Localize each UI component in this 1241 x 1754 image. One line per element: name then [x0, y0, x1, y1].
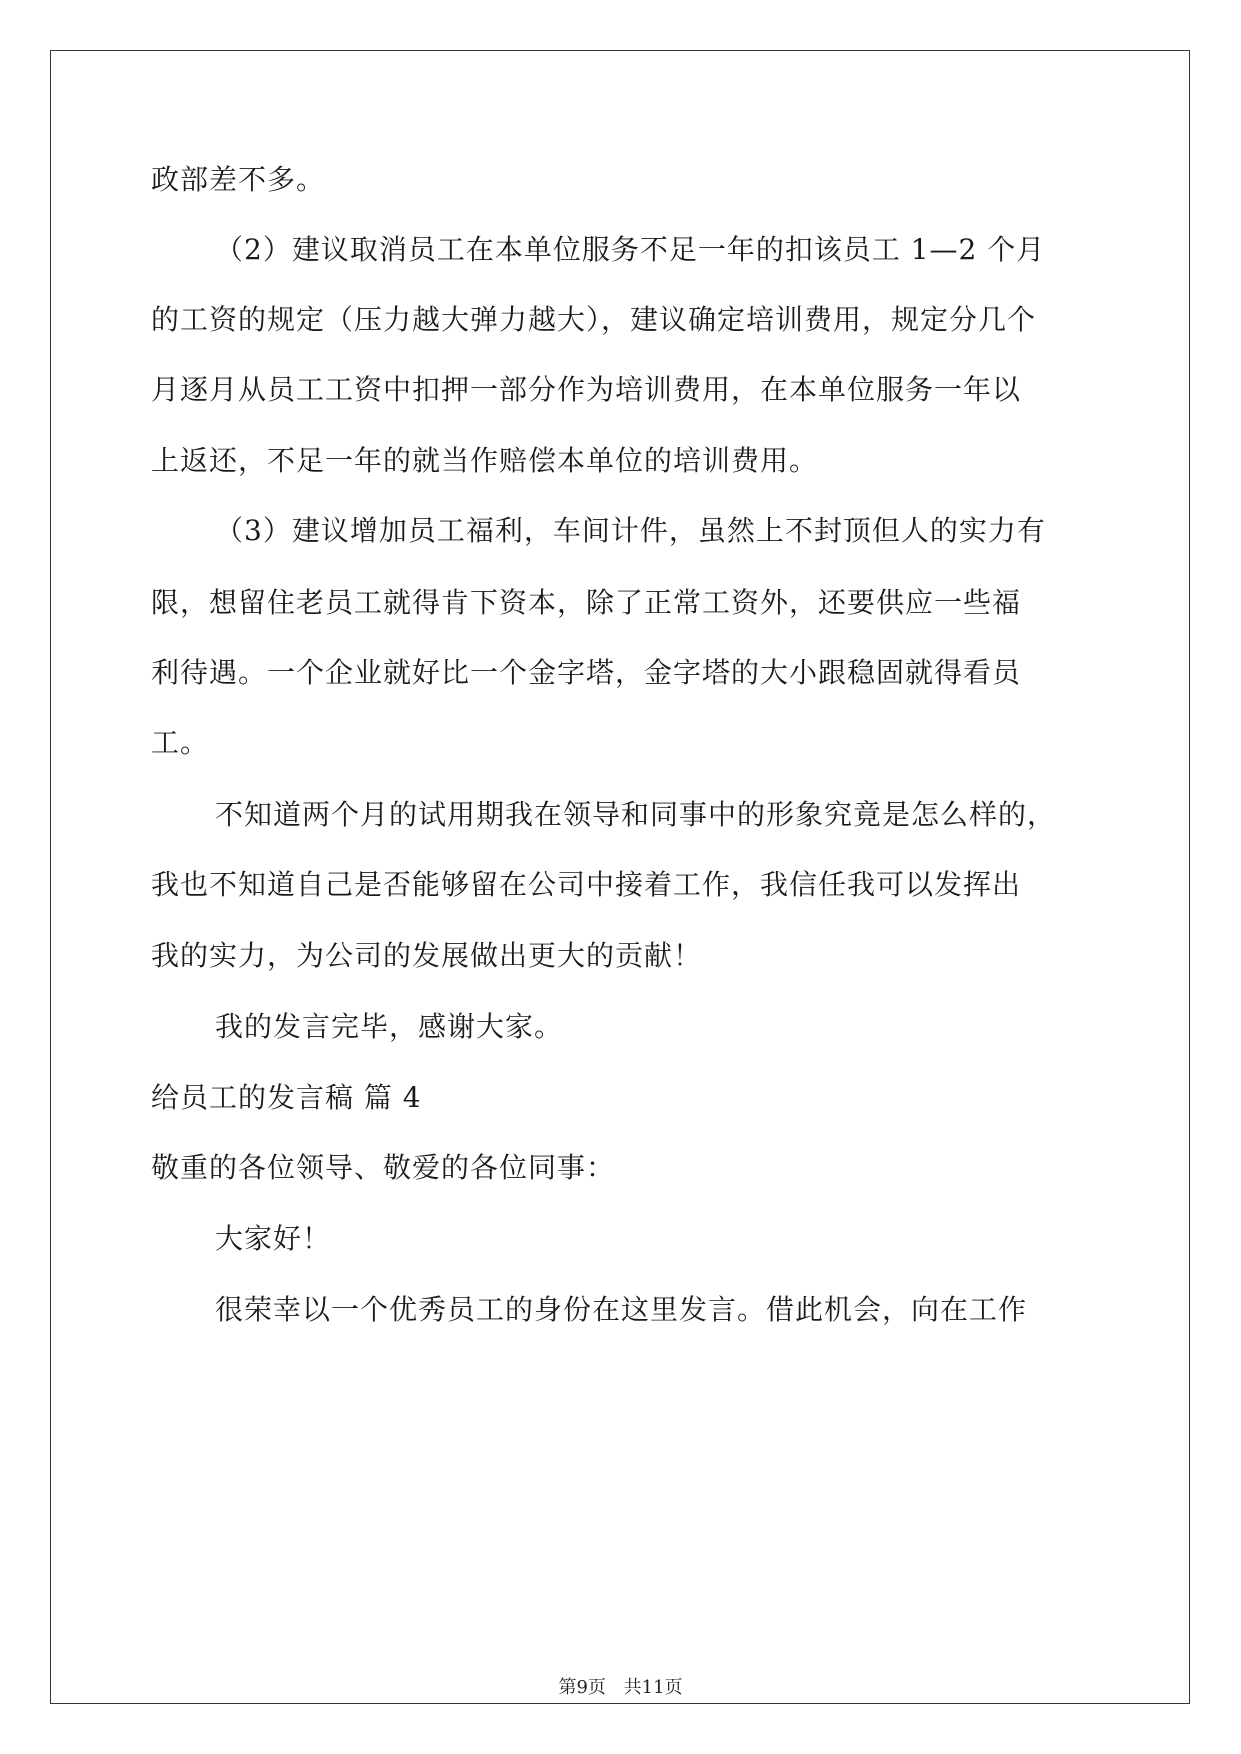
body-text-line: 我的发言完毕，感谢大家。: [215, 1010, 564, 1043]
body-text-line: 利待遇。一个企业就好比一个金字塔，金字塔的大小跟稳固就得看员: [151, 656, 1022, 689]
greeting: 大家好！: [215, 1222, 332, 1255]
body-text-line: 的工资的规定（压力越大弹力越大），建议确定培训费用，规定分几个: [151, 303, 1037, 336]
page-footer: [0, 1676, 1241, 1700]
body-text-line: 工。: [151, 726, 210, 759]
body-text-line: 月逐月从员工工资中扣押一部分作为培训费用，在本单位服务一年以: [151, 373, 1022, 406]
body-text-line: （3）建议增加员工福利，车间计件，虽然上不封顶但人的实力有: [215, 514, 1046, 547]
section-heading: 给员工的发言稿 篇 4: [151, 1081, 422, 1114]
body-text-line: 不知道两个月的试用期我在领导和同事中的形象究竟是怎么样的，: [215, 798, 1057, 831]
page-number-current: 第9页: [558, 1677, 606, 1698]
page-number-total: 共11页: [623, 1677, 683, 1698]
body-text-line: 限，想留住老员工就得肯下资本，除了正常工资外，还要供应一些福: [151, 586, 1022, 619]
body-text-line: 上返还，不足一年的就当作赔偿本单位的培训费用。: [151, 444, 819, 477]
body-text-line: 我的实力，为公司的发展做出更大的贡献！: [151, 939, 703, 972]
body-text-line: 我也不知道自己是否能够留在公司中接着工作，我信任我可以发挥出: [151, 868, 1022, 901]
body-text-line: （2）建议取消员工在本单位服务不足一年的扣该员工 1—2 个月: [215, 233, 1046, 266]
body-text-line: 政部差不多。: [151, 163, 326, 196]
body-text-line: 很荣幸以一个优秀员工的身份在这里发言。借此机会，向在工作: [215, 1293, 1028, 1326]
salutation: 敬重的各位领导、敬爱的各位同事：: [151, 1151, 616, 1184]
